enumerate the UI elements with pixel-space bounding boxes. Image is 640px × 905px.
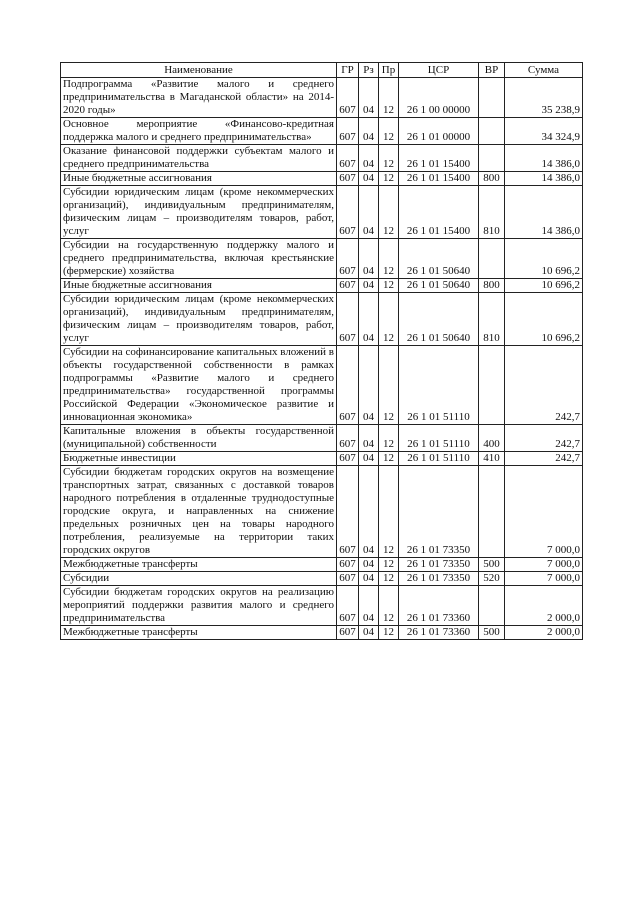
table-row (61, 293, 583, 346)
cell-csr: 26 1 00 00000 (399, 78, 479, 118)
table-header-row (61, 63, 583, 78)
cell-name: Бюджетные инвестиции (61, 452, 337, 466)
cell-gr: 607 (337, 586, 359, 626)
cell-pr: 12 (379, 626, 399, 640)
cell-rz: 04 (359, 293, 379, 346)
cell-vr (479, 466, 505, 558)
cell-name: Иные бюджетные ассигнования (61, 172, 337, 186)
cell-name: Субсидии юридическим лицам (кроме некоммерческих организаций), индивидуальным предпринимателям, физическим лицам – производителям товаров, работ, услуг (61, 293, 337, 346)
cell-gr: 607 (337, 172, 359, 186)
cell-vr: 500 (479, 558, 505, 572)
table-row (61, 239, 583, 279)
cell-pr: 12 (379, 239, 399, 279)
cell-sum: 2 000,0 (505, 626, 583, 640)
cell-sum: 7 000,0 (505, 572, 583, 586)
cell-vr: 800 (479, 172, 505, 186)
cell-csr: 26 1 01 51110 (399, 346, 479, 425)
cell-pr: 12 (379, 346, 399, 425)
cell-csr: 26 1 01 73350 (399, 466, 479, 558)
table-row (61, 172, 583, 186)
cell-name: Субсидии (61, 572, 337, 586)
table-row (61, 452, 583, 466)
cell-sum: 14 386,0 (505, 145, 583, 172)
cell-rz: 04 (359, 466, 379, 558)
cell-sum: 14 386,0 (505, 172, 583, 186)
cell-name: Субсидии на государственную поддержку малого и среднего предпринимательства, включая крестьянские (фермерские) хозяйства (61, 239, 337, 279)
cell-vr: 810 (479, 186, 505, 239)
cell-pr: 12 (379, 78, 399, 118)
cell-rz: 04 (359, 346, 379, 425)
table-row (61, 145, 583, 172)
cell-pr: 12 (379, 452, 399, 466)
cell-name: Оказание финансовой поддержки субъектам малого и среднего предпринимательства (61, 145, 337, 172)
cell-sum: 35 238,9 (505, 78, 583, 118)
cell-name: Подпрограмма «Развитие малого и среднего предпринимательства в Магаданской области» на 2014-2020 годы» (61, 78, 337, 118)
header-csr: ЦСР (399, 63, 479, 78)
cell-sum: 10 696,2 (505, 279, 583, 293)
cell-name: Капитальные вложения в объекты государственной (муниципальной) собственности (61, 425, 337, 452)
cell-csr: 26 1 01 15400 (399, 186, 479, 239)
cell-rz: 04 (359, 626, 379, 640)
cell-pr: 12 (379, 572, 399, 586)
cell-rz: 04 (359, 452, 379, 466)
cell-csr: 26 1 01 50640 (399, 239, 479, 279)
cell-pr: 12 (379, 293, 399, 346)
cell-gr: 607 (337, 466, 359, 558)
cell-rz: 04 (359, 279, 379, 293)
cell-csr: 26 1 01 73350 (399, 558, 479, 572)
cell-rz: 04 (359, 118, 379, 145)
cell-rz: 04 (359, 572, 379, 586)
cell-vr (479, 586, 505, 626)
table-body (61, 78, 583, 640)
cell-vr (479, 118, 505, 145)
cell-name: Субсидии на софинансирование капитальных вложений в объекты государственной собственности в рамках подпрограммы «Развитие малого и среднего предпринимательства» государственной программы Российской Федерации «Экономическое развитие и инновационная экономика» (61, 346, 337, 425)
cell-pr: 12 (379, 172, 399, 186)
cell-name: Основное мероприятие «Финансово-кредитная поддержка малого и среднего предпринимательства» (61, 118, 337, 145)
cell-vr: 800 (479, 279, 505, 293)
table-row (61, 626, 583, 640)
cell-pr: 12 (379, 186, 399, 239)
cell-gr: 607 (337, 279, 359, 293)
cell-sum: 34 324,9 (505, 118, 583, 145)
cell-csr: 26 1 01 73360 (399, 626, 479, 640)
header-sum: Сумма (505, 63, 583, 78)
table-row (61, 572, 583, 586)
cell-gr: 607 (337, 558, 359, 572)
cell-sum: 242,7 (505, 425, 583, 452)
cell-vr: 810 (479, 293, 505, 346)
cell-sum: 14 386,0 (505, 186, 583, 239)
cell-gr: 607 (337, 118, 359, 145)
cell-name: Субсидии бюджетам городских округов на реализацию мероприятий поддержки развития малого и среднего предпринимательства (61, 586, 337, 626)
header-gr: ГР (337, 63, 359, 78)
cell-vr: 500 (479, 626, 505, 640)
cell-gr: 607 (337, 239, 359, 279)
cell-name: Иные бюджетные ассигнования (61, 279, 337, 293)
table-row (61, 466, 583, 558)
cell-sum: 7 000,0 (505, 466, 583, 558)
cell-sum: 7 000,0 (505, 558, 583, 572)
cell-csr: 26 1 01 00000 (399, 118, 479, 145)
cell-pr: 12 (379, 586, 399, 626)
cell-pr: 12 (379, 558, 399, 572)
cell-gr: 607 (337, 452, 359, 466)
cell-vr (479, 239, 505, 279)
header-vr: ВР (479, 63, 505, 78)
cell-vr (479, 78, 505, 118)
header-name: Наименование (61, 63, 337, 78)
cell-csr: 26 1 01 73360 (399, 586, 479, 626)
cell-name: Субсидии юридическим лицам (кроме некоммерческих организаций), индивидуальным предпринимателям, физическим лицам – производителям товаров, работ, услуг (61, 186, 337, 239)
cell-rz: 04 (359, 586, 379, 626)
cell-vr (479, 145, 505, 172)
cell-name: Субсидии бюджетам городских округов на возмещение транспортных затрат, связанных с доставкой товаров народного потребления в отдаленные труднодоступные городские округа, и направленных на снижение предельных розничных цен на товары народного потребления, реализуемые на территории таких городских округов (61, 466, 337, 558)
cell-rz: 04 (359, 186, 379, 239)
cell-gr: 607 (337, 145, 359, 172)
cell-gr: 607 (337, 78, 359, 118)
table-row (61, 586, 583, 626)
budget-table-page (60, 62, 583, 640)
cell-vr (479, 346, 505, 425)
cell-pr: 12 (379, 145, 399, 172)
cell-vr: 400 (479, 425, 505, 452)
table-row (61, 118, 583, 145)
cell-csr: 26 1 01 50640 (399, 279, 479, 293)
table-row (61, 346, 583, 425)
cell-gr: 607 (337, 626, 359, 640)
cell-rz: 04 (359, 145, 379, 172)
cell-name: Межбюджетные трансферты (61, 626, 337, 640)
cell-gr: 607 (337, 425, 359, 452)
cell-pr: 12 (379, 118, 399, 145)
cell-csr: 26 1 01 73350 (399, 572, 479, 586)
cell-gr: 607 (337, 293, 359, 346)
cell-rz: 04 (359, 78, 379, 118)
table-row (61, 279, 583, 293)
cell-sum: 10 696,2 (505, 239, 583, 279)
cell-csr: 26 1 01 15400 (399, 172, 479, 186)
cell-sum: 10 696,2 (505, 293, 583, 346)
cell-sum: 2 000,0 (505, 586, 583, 626)
cell-pr: 12 (379, 425, 399, 452)
cell-csr: 26 1 01 15400 (399, 145, 479, 172)
cell-vr: 410 (479, 452, 505, 466)
table-row (61, 186, 583, 239)
table-row (61, 78, 583, 118)
cell-gr: 607 (337, 186, 359, 239)
cell-gr: 607 (337, 346, 359, 425)
cell-rz: 04 (359, 558, 379, 572)
cell-vr: 520 (479, 572, 505, 586)
table-row (61, 425, 583, 452)
cell-csr: 26 1 01 50640 (399, 293, 479, 346)
header-rz: Рз (359, 63, 379, 78)
cell-rz: 04 (359, 239, 379, 279)
cell-sum: 242,7 (505, 452, 583, 466)
cell-pr: 12 (379, 466, 399, 558)
budget-table (60, 62, 583, 640)
table-row (61, 558, 583, 572)
cell-pr: 12 (379, 279, 399, 293)
cell-csr: 26 1 01 51110 (399, 425, 479, 452)
header-pr: Пр (379, 63, 399, 78)
cell-csr: 26 1 01 51110 (399, 452, 479, 466)
cell-rz: 04 (359, 425, 379, 452)
cell-rz: 04 (359, 172, 379, 186)
cell-name: Межбюджетные трансферты (61, 558, 337, 572)
cell-sum: 242,7 (505, 346, 583, 425)
cell-gr: 607 (337, 572, 359, 586)
